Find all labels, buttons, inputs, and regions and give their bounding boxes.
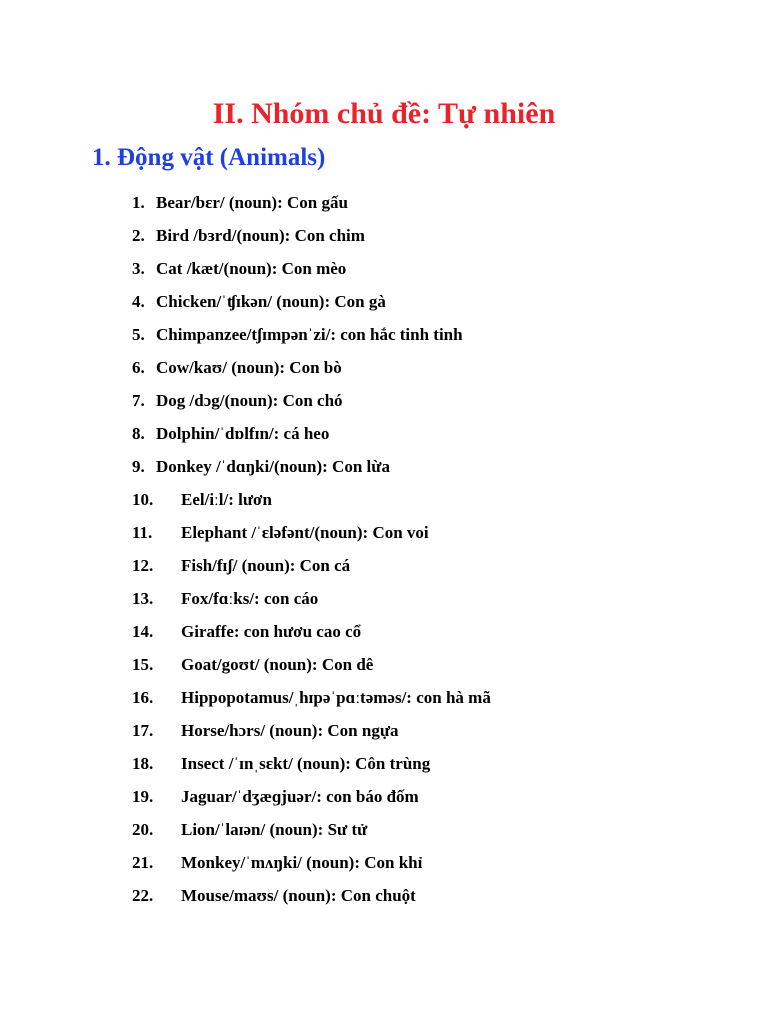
item-text: Cat /kæt/(noun): Con mèo: [156, 259, 347, 278]
item-text: Dog /dɔg/(noun): Con chó: [156, 391, 343, 410]
item-number: 11.: [132, 523, 153, 542]
item-number: 8.: [132, 424, 145, 443]
item-number: 21.: [132, 853, 154, 872]
item-number: 19.: [132, 787, 154, 806]
item-number: 13.: [132, 589, 154, 608]
item-text: Cow/kaʊ/ (noun): Con bò: [156, 358, 342, 377]
item-number: 3.: [132, 259, 145, 278]
item-number: 16.: [132, 688, 154, 707]
item-text: Fish/fɪʃ/ (noun): Con cá: [181, 556, 351, 575]
item-number: 18.: [132, 754, 154, 773]
item-text: Hippopotamus/ˌhɪpəˈpɑːtəməs/: con hà mã: [181, 688, 491, 707]
page-title: II. Nhóm chủ đề: Tự nhiên: [212, 97, 556, 130]
item-number: 10.: [132, 490, 154, 509]
item-text: Insect /ˈɪnˌsɛkt/ (noun): Côn trùng: [181, 754, 431, 773]
item-number: 17.: [132, 721, 154, 740]
item-number: 7.: [132, 391, 145, 410]
item-text: Lion/ˈlaɪən/ (noun): Sư tử: [181, 820, 368, 839]
item-text: Bear/bɛr/ (noun): Con gấu: [156, 193, 348, 212]
item-number: 6.: [132, 358, 145, 377]
item-number: 15.: [132, 655, 154, 674]
item-number: 22.: [132, 886, 154, 905]
item-number: 14.: [132, 622, 154, 641]
item-text: Jaguar/ˈdʒæɡjuər/: con báo đốm: [181, 787, 419, 806]
item-text: Bird /bɜrd/(noun): Con chim: [156, 226, 365, 245]
item-text: Mouse/maʊs/ (noun): Con chuột: [181, 886, 416, 905]
item-text: Elephant /ˈɛləfənt/(noun): Con voi: [181, 523, 429, 542]
item-text: Fox/fɑːks/: con cáo: [181, 589, 319, 608]
item-text: Monkey/ˈmʌŋki/ (noun): Con khỉ: [181, 853, 423, 872]
section-heading: 1. Động vật (Animals): [92, 144, 326, 171]
item-text: Donkey /ˈdɑŋki/(noun): Con lừa: [156, 457, 390, 476]
item-text: Chicken/ˈʧɪkən/ (noun): Con gà: [156, 292, 386, 311]
item-number: 9.: [132, 457, 145, 476]
item-text: Goat/goʊt/ (noun): Con dê: [181, 655, 374, 674]
item-number: 12.: [132, 556, 154, 575]
item-number: 4.: [132, 292, 145, 311]
item-number: 5.: [132, 325, 145, 344]
item-text: Horse/hɔrs/ (noun): Con ngựa: [181, 721, 399, 740]
item-number: 20.: [132, 820, 154, 839]
item-text: Dolphin/ˈdɒlfɪn/: cá heo: [156, 424, 330, 443]
item-number: 2.: [132, 226, 145, 245]
item-text: Chimpanzee/tʃɪmpənˈzi/: con hắc tinh tinh: [156, 325, 463, 344]
item-text: Giraffe: con hươu cao cổ: [181, 622, 362, 641]
item-number: 1.: [132, 193, 145, 212]
item-text: Eel/iːl/: lươn: [181, 490, 272, 509]
